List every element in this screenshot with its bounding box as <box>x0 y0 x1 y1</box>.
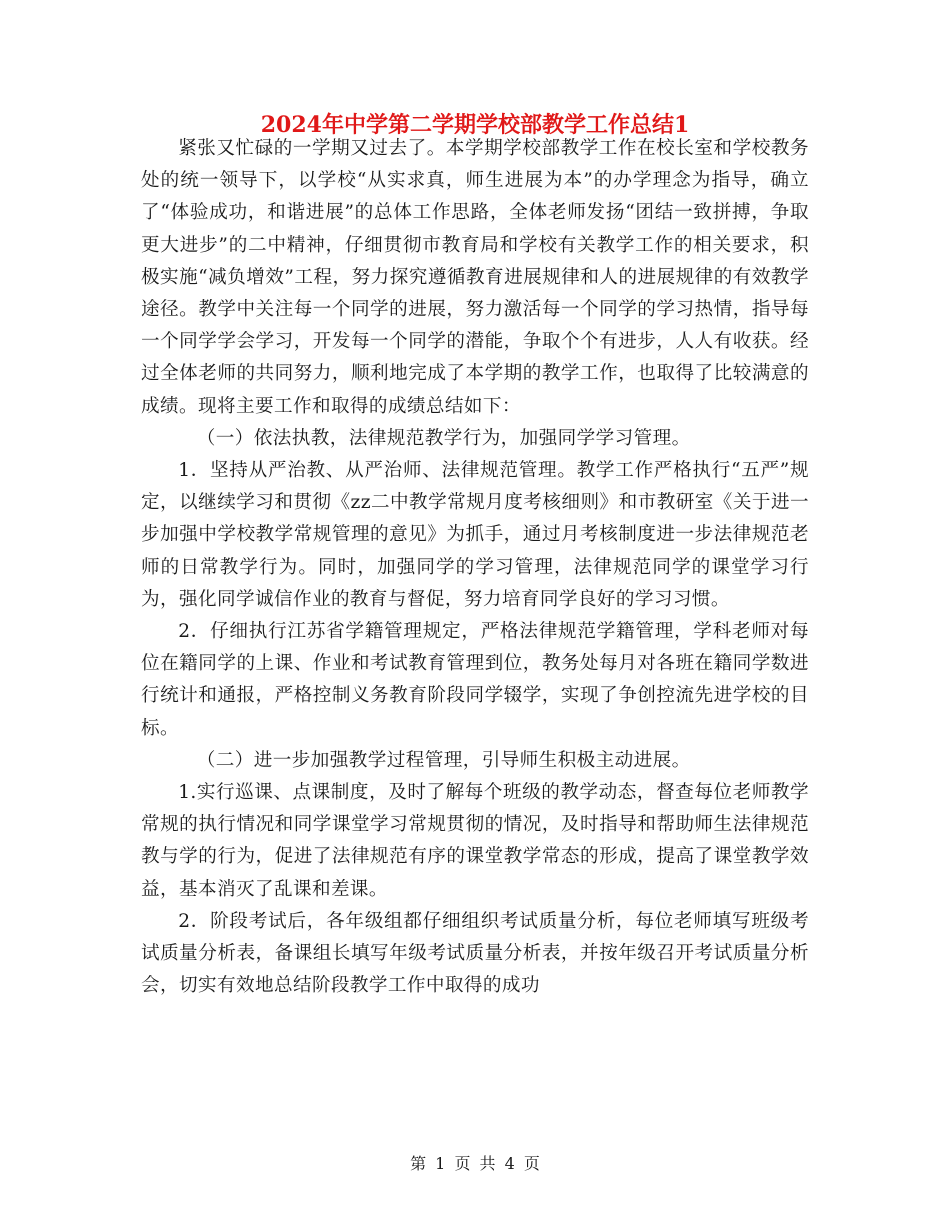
document-title: 2024年中学第二学期学校部教学工作总结1 <box>260 112 690 138</box>
section-1-item-1: 1．坚持从严治教、从严治师、法律规范管理。教学工作严格执行“五严”规定，以继续学习和贯彻《zz二中教学常规月度考核细则》和市教研室《关于进一步加强中学校教学常规管理的意见》为抓手，通过月考核制度进一步法律规范老师的日常教学行为。同时，加强同学的学习管理，法律规范同学的课堂学习行为，强化同学诚信作业的教育与督促，努力培育同学良好的学习习惯。 <box>141 460 809 610</box>
section-2-item-1: 1.实行巡课、点课制度，及时了解每个班级的教学动态，督查每位老师教学常规的执行情况和同学课堂学习常规贯彻的情况，及时指导和帮助师生法律规范教与学的行为，促进了法律规范有序的课堂教学常态的形成，提高了课堂教学效益，基本消灭了乱课和差课。 <box>141 782 809 900</box>
document-body <box>141 133 809 1002</box>
section-1-item-2: 2．仔细执行江苏省学籍管理规定，严格法律规范学籍管理，学科老师对每位在籍同学的上课、作业和考试教育管理到位，教务处每月对各班在籍同学数进行统计和通报，严格控制义务教育阶段同学辍学，实现了争创控流先进学校的目标。 <box>141 621 809 739</box>
section-2-item-2: 2．阶段考试后，各年级组都仔细组织考试质量分析，每位老师填写班级考试质量分析表，备课组长填写年级考试质量分析表，并按年级召开考试质量分析会，切实有效地总结阶段教学工作中取得的成功 <box>141 910 809 997</box>
intro-paragraph: 紧张又忙碌的一学期又过去了。本学期学校部教学工作在校长室和学校教务处的统一领导下，以学校“从实求真，师生进展为本”的办学理念为指导，确立了“体验成功，和谐进展”的总体工作思路，全体老师发扬“团结一致拼搏，争取更大进步”的二中精神，仔细贯彻市教育局和学校有关教学工作的相关要求，积极实施“减负增效”工程，努力探究遵循教育进展规律和人的进展规律的有效教学途径。教学中关注每一个同学的进展，努力激活每一个同学的学习热情，指导每一个同学学会学习，开发每一个同学的潜能，争取个个有进步，人人有收获。经过全体老师的共同努力，顺利地完成了本学期的教学工作，也取得了比较满意的成绩。现将主要工作和取得的成绩总结如下： <box>141 138 809 417</box>
section-heading-1: （一）依法执教，法律规范教学行为，加强同学学习管理。 <box>196 427 691 449</box>
section-heading-2: （二）进一步加强教学过程管理，引导师生积极主动进展。 <box>196 749 691 771</box>
page-number-footer: 第 1 页 共 4 页 <box>410 1154 540 1173</box>
